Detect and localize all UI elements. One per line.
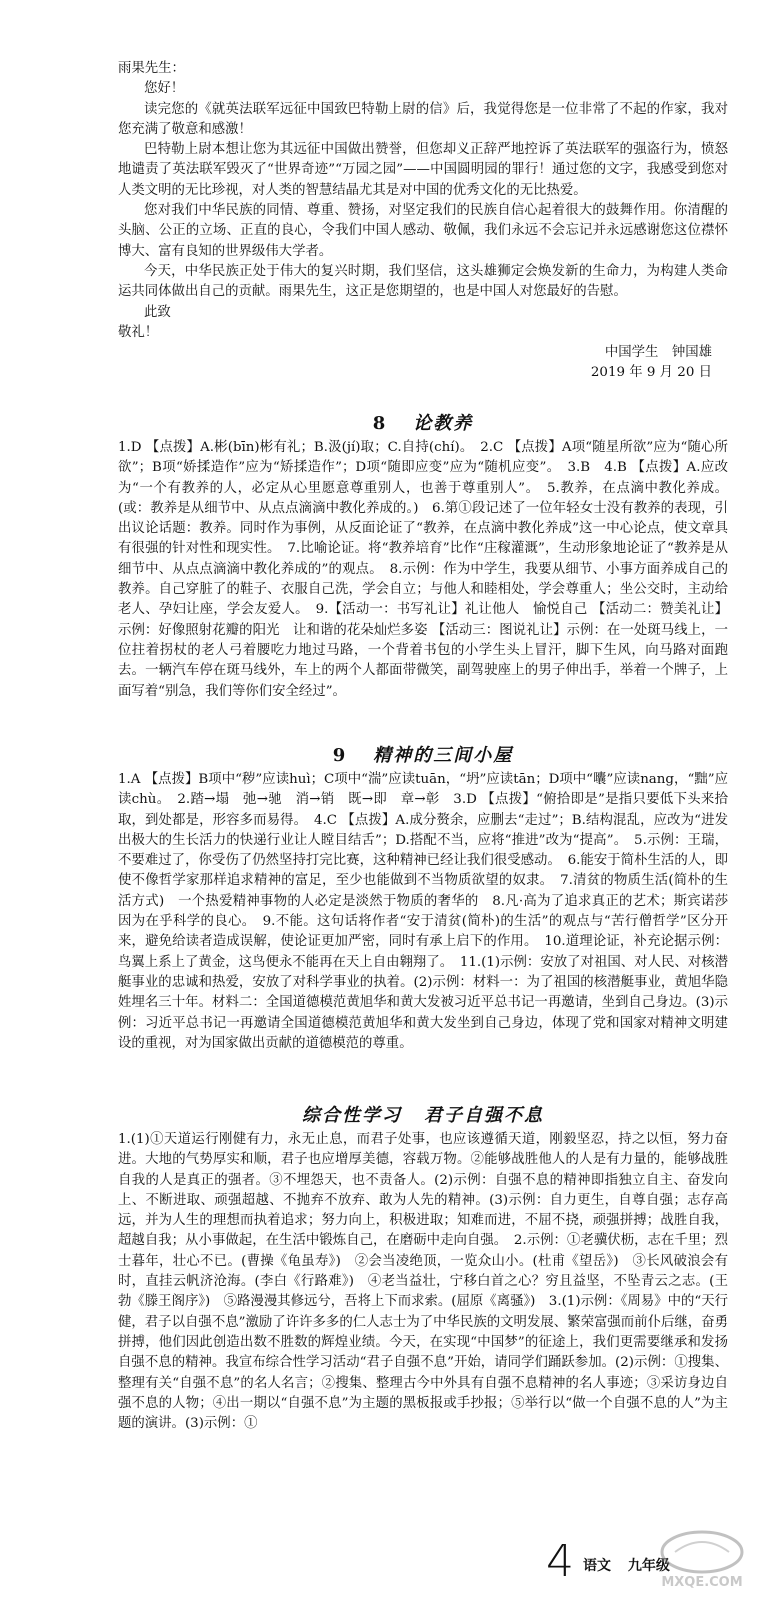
section-comprehensive [118, 1101, 728, 1434]
section-comprehensive-answers: 1.(1)①天道运行刚健有力，永无止息，而君子处事，也应该遵循天道，刚毅坚忍，持之以恒，努力奋进。大地的气势厚实和顺，君子也应增厚美德，容载万物。②能够战胜他人的人是有力量的，能够战胜自我的人是真正的强者。③不埋怨天，也不责备人。(2)示例：自强不息的精神即指独立自主、奋发向上、不断进取、顽强超越、不抛弃不放弃、敢为人先的精神。(3)示例：自力更生，自尊自强；志存高远，并为人生的理想而执着追求；努力向上，积极进取；知难而进，不屈不挠，顽强拼搏；战胜自我，超越自我；从小事做起，在生活中锻炼自己，在磨砺中走向自强。 2.示例：①老骥伏枥，志在千里；烈士暮年，壮心不已。(曹操《龟虽寿》) ②会当凌绝顶，一览众山小。(杜甫《望岳》) ③长风破浪会有时，直挂云帆济沧海。(李白《行路难》) ④老当益壮，宁移白首之心？穷且益坚，不坠青云之志。(王勃《滕王阁序》) ⑤路漫漫其修远兮，吾将上下而求索。(屈原《离骚》) 3.(1)示例：《周易》中的“天行健，君子以自强不息”激励了许许多多的仁人志士为了中华民族的文明发展、繁荣富强而前仆后继，奋勇拼搏，他们因此创造出数不胜数的辉煌业绩。今天，在实现“中国梦”的征途上，我们更需要继承和发扬自强不息的精神。我宣布综合性学习活动“君子自强不息”开始，请同学们踊跃参加。(2)示例：①搜集、整理有关“自强不息”的名人名言；②搜集、整理古今中外具有自强不息精神的名人事迹；③采访身边自强不息的人物；④出一期以“自强不息”为主题的黑板报或手抄报；⑤举行以“做一个自强不息的人”为主题的演讲。(3)示例：① [118, 1132, 728, 1432]
section-8-heading [118, 412, 728, 436]
section-8-title: 论教养 [413, 413, 474, 434]
section-9-heading [118, 744, 728, 768]
letter-closing-2: 敬礼！ [118, 324, 159, 340]
letter-paragraph: 今天，中华民族正处于伟大的复兴时期，我们坚信，这头雄狮定会焕发新的生命力，为构建人类命运共同体做出自己的贡献。雨果先生，这正是您期望的，也是中国人对您最好的告慰。 [118, 263, 728, 300]
section-comprehensive-title-right: 君子自强不息 [424, 1105, 544, 1126]
section-9-number: 9 [332, 745, 348, 766]
section-comprehensive-title-left: 综合性学习 [302, 1105, 402, 1126]
watermark-arc [675, 1542, 729, 1552]
section-8 [118, 409, 728, 702]
section-9 [118, 741, 728, 1054]
watermark-ring [662, 1532, 742, 1572]
section-8-answers: 1.D 【点拨】A.彬(bīn)彬有礼；B.汲(jí)取；C.自持(chí)。 2.C 【点拨】A项“随星所欲”应为“随心所欲”；B项“娇揉造作”应为“矫揉造作”；D项“随即应变”应为“随机应变”。 3.B 4.B 【点拨】A.应改为“一个有教养的人，必定从心里愿意尊重别人，也善于尊重别人”。 5.教养，在点滴中教化养成。(或：教养是从细节中、从点点滴滴中教化养成的。) 6.第①段记述了一位年轻女士没有教养的表现，引出议论话题：教养。同时作为事例，从反面论证了“教养，在点滴中教化养成”这一中心论点，使文章具有很强的针对性和现实性。 7.比喻论证。将“教养培育”比作“庄稼灌溉”，生动形象地论证了“教养是从细节中、从点点滴滴中教化养成的”的观点。 8.示例：作为中学生，我要从细节、小事方面养成自己的教养。自己穿脏了的鞋子、衣服自己洗，学会自立；与他人和睦相处，学会尊重人；坐公交时，主动给老人、孕妇让座，学会友爱人。 9.【活动一：书写礼让】礼让他人 愉悦自己 【活动二：赞美礼让】示例：好像照射花瓣的阳光 让和谐的花朵灿烂多姿 【活动三：图说礼让】示例：在一处斑马线上，一位拄着拐杖的老人弓着腰吃力地过马路，一个背着书包的小学生头上冒汗，脚下生风，向马路对面跑去。一辆汽车停在斑马线外，车上的两个人都面带微笑，副驾驶座上的男子伸出手，举着一个牌子，上面写着“别急，我们等你们安全经过”。 [118, 440, 728, 699]
letter-closing-1: 此致 [144, 304, 171, 320]
footer-grade: 九年级 [627, 1558, 670, 1574]
letter-date: 2019 年 9 月 20 日 [590, 365, 712, 381]
letter-greeting: 您好！ [144, 81, 185, 97]
watermark-logo-icon [655, 1528, 750, 1590]
section-9-answers: 1.A 【点拨】B项中“秽”应读huì；C项中“湍”应读tuān，“坍”应读tān；D项中“囔”应读nang，“黜”应读chù。 2.踏→塌 弛→驰 消→销 既→即 章→彰 3.D 【点拨】“俯拾即是”是指只要低下头来拾取，到处都是，形容多而易得。 4.C 【点拨】A.成分赘余，应删去“走过”；B.结构混乱，应改为“进发出极大的生长活力的快递行业让人瞠目结舌”；D.搭配不当，应将“推进”改为“提高”。 5.示例：王瑞，不要难过了，你受伤了仍然坚持打完比赛，这种精神已经让我们很受感动。 6.能安于简朴生活的人，即使不像哲学家那样追求精神的富足，至少也能做到不当物质欲望的奴隶。 7.清贫的物质生活(简朴的生活方式) 一个热爱精神事物的人必定是淡然于物质的奢华的 8.凡·高为了追求真正的艺术；斯宾诺莎因为在乎科学的良心。 9.不能。这句话将作者“安于清贫(简朴)的生活”的观点与“苦行僧哲学”区分开来，避免给读者造成误解，使论证更加严密，同时有承上启下的作用。 10.道理论证，补充论据示例：鸟翼上系上了黄金，这鸟便永不能再在天上自由翱翔了。 11.(1)示例：安放了对祖国、对人民、对核潜艇事业的忠诚和热爱，安放了对科学事业的执着。(2)示例：材料一：为了祖国的核潜艇事业，黄旭华隐姓埋名三十年。材料二：全国道德模范黄旭华和黄大发被习近平总书记一再邀请，坐到自己身边。(3)示例：习近平总书记一再邀请全国道德模范黄旭华和黄大发坐到自己身边，体现了党和国家对精神文明建设的重视，对为国家做出贡献的道德模范的尊重。 [118, 772, 728, 1051]
section-comprehensive-heading [118, 1104, 728, 1128]
letter-paragraph: 读完您的《就英法联军远征中国致巴特勒上尉的信》后，我觉得您是一位非常了不起的作家，我对您充满了敬意和感激！ [118, 101, 728, 137]
footer-subject: 语文 [583, 1558, 611, 1574]
section-9-title: 精神的三间小屋 [373, 745, 514, 766]
letter-paragraph: 您对我们中华民族的同情、尊重、赞扬，对坚定我们的民族自信心起着很大的鼓舞作用。你清醒的头脑、公正的立场、正直的良心，令我们中国人感动、敬佩，我们永远不会忘记并永远感谢您这位襟怀博大、富有良知的世界级伟大学者。 [118, 203, 728, 259]
letter-paragraph: 巴特勒上尉本想让您为其远征中国做出赞誉，但您却义正辞严地控诉了英法联军的强盗行为，愤怒地谴责了英法联军毁灭了“世界奇迹”“万园之园”——中国圆明园的罪行！通过您的文字，我感受到您对人类文明的无比珍视，对人类的智慧结晶尤其是对中国的优秀文化的无比热爱。 [118, 142, 728, 198]
letter-signature: 中国学生 钟国雄 [604, 345, 712, 361]
letter [118, 59, 728, 384]
page-number: 4 [546, 1536, 574, 1587]
section-8-number: 8 [372, 413, 388, 434]
watermark-text: MXQE.COM [661, 1575, 743, 1590]
letter-salutation: 雨果先生： [118, 61, 185, 76]
